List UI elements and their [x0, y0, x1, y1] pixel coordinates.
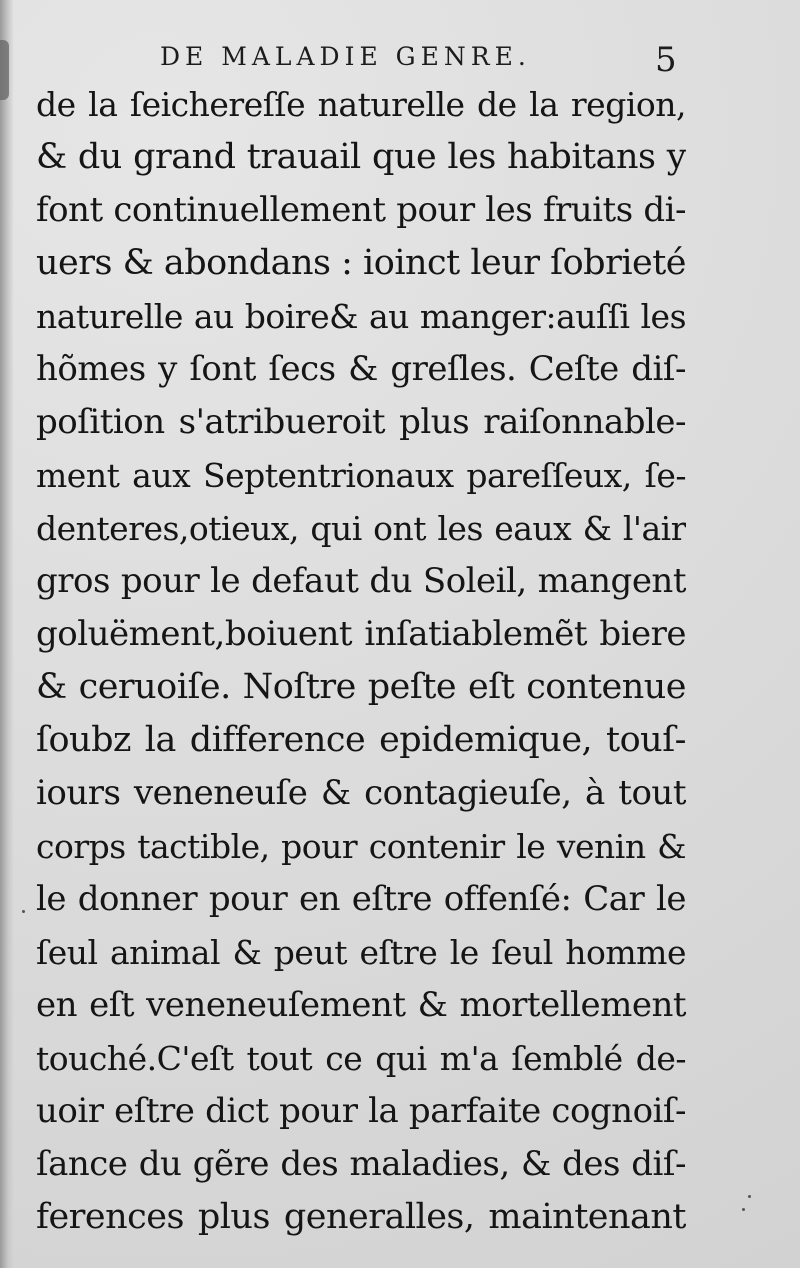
- text-line: ferences plus generalles, maintenant: [36, 1197, 686, 1237]
- paper-speck: [742, 1208, 745, 1211]
- paper-speck: [748, 1195, 751, 1198]
- text-line: en eſt veneneuſement & mortellement: [36, 985, 686, 1025]
- text-line: ſoubz la difference epidemique, touſ-: [36, 720, 686, 760]
- body-text: [36, 78, 686, 1244]
- text-line: de la ſeichereſſe naturelle de la region,: [36, 85, 686, 124]
- text-line: ment aux Septentrionaux pareſſeux, ſe-: [36, 456, 686, 495]
- running-head: DE MALADIE GENRE.: [160, 42, 531, 71]
- text-line: denteres,otieux, qui ont les eaux & l'air: [36, 509, 686, 548]
- page-header: [0, 38, 800, 78]
- text-line: & du grand trauail que les habitans y: [36, 137, 686, 177]
- text-line: goluëment,boiuent inſatiablemẽt biere: [36, 614, 686, 654]
- paper-speck: [22, 910, 25, 913]
- page-number: 5: [655, 40, 677, 80]
- text-line: naturelle au boire& au manger:auſſi les: [36, 297, 686, 336]
- text-line: touché.C'eſt tout ce qui m'a ſemblé de-: [36, 1039, 686, 1078]
- text-line: & ceruoiſe. Noſtre peſte eſt contenue: [36, 667, 686, 707]
- text-line: poſition s'atribueroit plus raiſonnable-: [36, 402, 686, 442]
- text-line: font continuellement pour les fruits di-: [36, 190, 686, 230]
- text-line: corps tactible, pour contenir le venin &: [36, 827, 686, 866]
- text-line: ſeul animal & peut eſtre le ſeul homme: [36, 933, 686, 972]
- text-line: uoir eſtre dict pour la parfaite cognoiſ-: [36, 1091, 686, 1131]
- text-line: le donner pour en eſtre offenſé: Car le: [36, 879, 686, 919]
- text-line: iours veneneuſe & contagieuſe, à tout: [36, 773, 686, 813]
- text-line: gros pour le defaut du Soleil, mangent: [36, 561, 686, 601]
- text-line: hõmes y ſont ſecs & greſles. Ceſte diſ-: [36, 349, 686, 389]
- text-line: ſance du gẽre des maladies, & des diſ-: [36, 1144, 686, 1184]
- text-line: uers & abondans : ioinct leur ſobrieté: [36, 243, 686, 283]
- binding-shadow: [0, 0, 14, 1268]
